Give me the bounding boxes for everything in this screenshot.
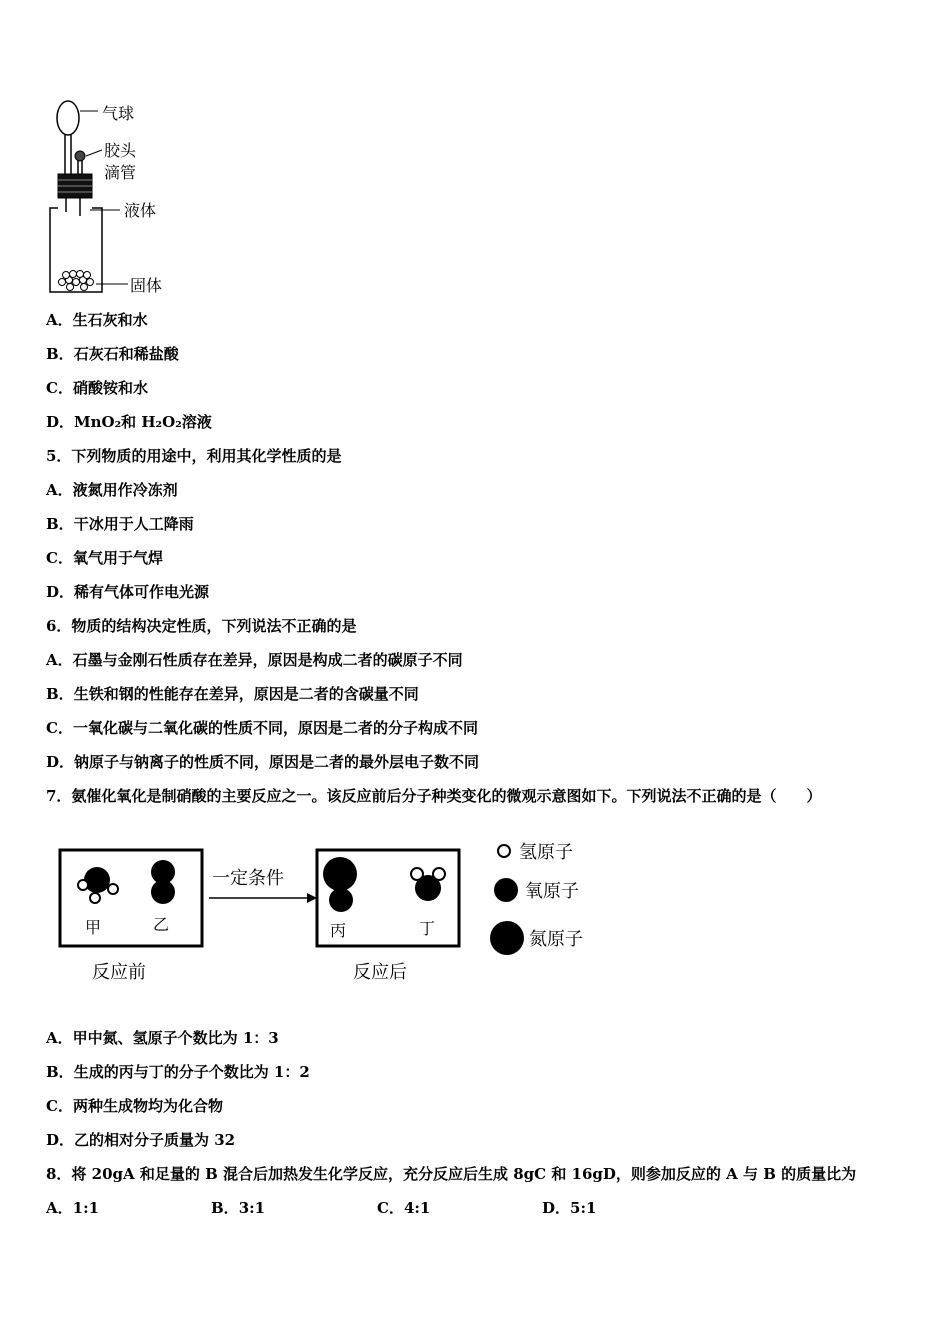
- q6-stem: 6．物质的结构决定性质，下列说法不正确的是: [46, 617, 357, 635]
- q4-option-b: B．石灰石和稀盐酸: [46, 345, 179, 363]
- q6-option-a: A．石墨与金刚石性质存在差异，原因是构成二者的碳原子不同: [46, 651, 463, 669]
- q4-option-c: C．硝酸铵和水: [46, 379, 148, 397]
- after-label: 反应后: [353, 962, 407, 983]
- q4-option-d: D．MnO₂和 H₂O₂溶液: [46, 413, 212, 431]
- q6-option-b: B．生铁和钢的性能存在差异，原因是二者的含碳量不同: [46, 685, 419, 703]
- q8-option-a: A．1:1: [46, 1199, 100, 1217]
- jia-label: 甲: [85, 918, 102, 937]
- q6-option-c: C．一氧化碳与二氧化碳的性质不同，原因是二者的分子构成不同: [46, 719, 478, 737]
- jia-n-atom: [84, 867, 110, 893]
- before-label: 反应前: [92, 962, 146, 983]
- q8-option-d: D．5:1: [542, 1199, 597, 1217]
- q7-stem: 7．氨催化氧化是制硝酸的主要反应之一。该反应前后分子种类变化的微观示意图如下。下列说法不正确的是（ ）: [46, 787, 822, 805]
- q7-option-c: C．两种生成物均为化合物: [46, 1097, 223, 1115]
- liquid-label: 液体: [124, 201, 157, 220]
- q5-option-b: B．干冰用于人工降雨: [46, 515, 194, 533]
- q7-option-a: A．甲中氮、氢原子个数比为 1：3: [46, 1029, 279, 1047]
- dropper-label-line2: 滴管: [104, 163, 137, 182]
- condition-label: 一定条件: [212, 868, 284, 889]
- apparatus-drawing: [40, 98, 180, 298]
- q8-option-c: C．4:1: [377, 1199, 431, 1217]
- reaction-diagram: [55, 830, 615, 990]
- q5-option-c: C．氧气用于气焊: [46, 549, 163, 567]
- apparatus-figure: [40, 98, 180, 298]
- legend-nitrogen-label: 氮原子: [529, 929, 583, 950]
- dropper-label-line1: 胶头: [104, 141, 137, 160]
- q7-option-b: B．生成的丙与丁的分子个数比为 1：2: [46, 1063, 310, 1081]
- balloon-label: 气球: [102, 104, 135, 123]
- q5-stem: 5．下列物质的用途中，利用其化学性质的是: [46, 447, 342, 465]
- q8-option-b: B．3:1: [211, 1199, 266, 1217]
- q6-option-d: D．钠原子与钠离子的性质不同，原因是二者的最外层电子数不同: [46, 753, 480, 771]
- legend-oxygen-label: 氧原子: [525, 881, 579, 902]
- bing-label: 丙: [330, 921, 347, 940]
- legend-hydrogen-label: 氢原子: [519, 842, 573, 863]
- q7-option-d: D．乙的相对分子质量为 32: [46, 1131, 236, 1149]
- yi-label: 乙: [153, 915, 170, 934]
- q8-stem: 8．将 20gA 和足量的 B 混合后加热发生化学反应，充分反应后生成 8gC 和 16gD，则参加反应的 A 与 B 的质量比为: [46, 1165, 857, 1183]
- q5-option-d: D．稀有气体可作电光源: [46, 583, 210, 601]
- q4-option-a: A．生石灰和水: [46, 311, 148, 329]
- q5-option-a: A．液氮用作冷冻剂: [46, 481, 178, 499]
- solid-label: 固体: [130, 276, 163, 295]
- ding-label: 丁: [419, 919, 436, 938]
